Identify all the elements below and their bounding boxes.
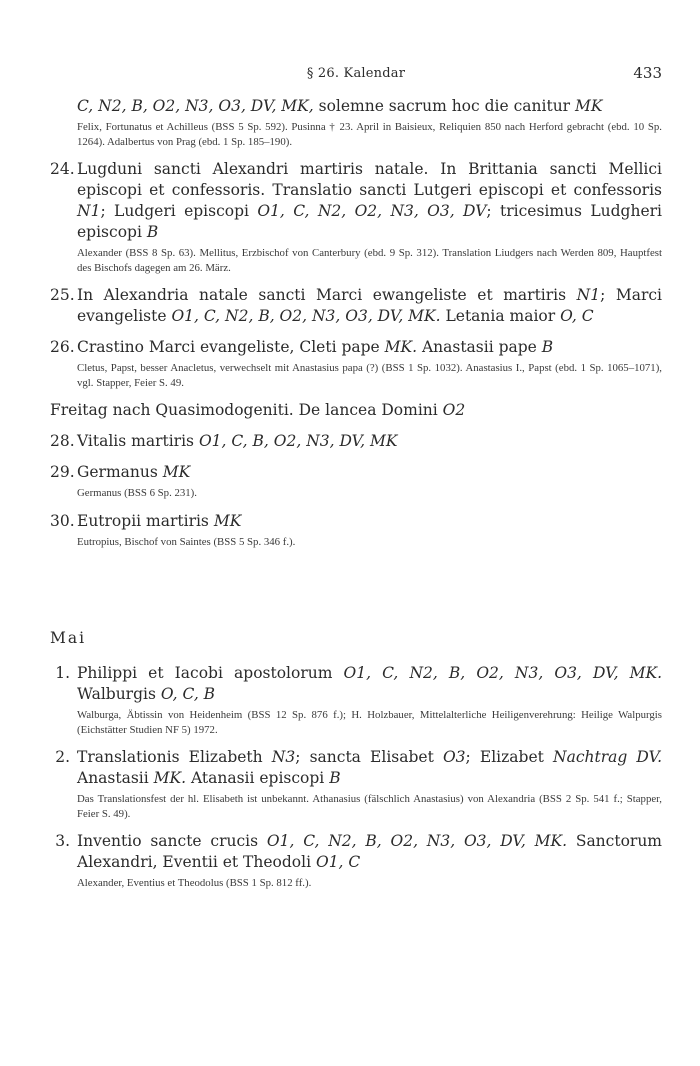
entry-note: Eutropius, Bischof von Saintes (BSS 5 Sp. 346 f.). [77,535,296,548]
entry-number: 29. [50,463,75,481]
entry-sigla: O, C, B [160,685,216,703]
entry-text [77,431,662,452]
calendar-entry [50,337,662,390]
entry-sigla: O1, C [315,853,361,871]
calendar-entry [50,747,662,821]
entry-note: Walburga, Äbtissin von Heidenheim (BSS 12 Sp. 876 f.); H. Holzbauer, Mittelalterliche Heiligenverehrung: Heilige Walpurgis (Eichstätter Studien NF 5) 1972. [77,709,662,736]
entry-number: 1. [55,664,70,682]
entry-sigla: B [541,338,554,356]
entry-sigla: B [146,223,159,241]
entry-text-part: Atanasii episcopi [186,769,330,787]
calendar-entry [50,663,662,737]
entry-sigla: N1 [77,202,101,220]
entry-note: Felix, Fortunatus et Achilleus (BSS 5 Sp. 592). Pusinna † 23. April in Baisieux, Reliquien 850 nach Herford gebracht (ebd. 10 Sp. 1264). Adalbertus von Prag (ebd. 1 Sp. 185–190). [77,121,662,148]
entry-sigla: O1, C, N2, B, O2, N3, O3, DV, MK. [171,307,441,325]
entry-text-part: ; Elizabet [465,748,554,766]
entry-note: Das Translationsfest der hl. Elisabeth ist unbekannt. Athanasius (fälschlich Anastasius) von Alexandria (BSS 2 Sp. 541 f.; Stapper, Feier S. 49). [77,793,662,820]
calendar-entry [50,431,662,452]
entry-text [77,831,662,873]
page-header [50,64,662,84]
entry-number: 2. [55,748,70,766]
entry-note: Germanus (BSS 6 Sp. 231). [77,487,197,499]
entry-text-part: Crastino Marci evangeliste, Cleti pape [77,338,385,356]
entry-text-part: Eutropii martiris [77,511,214,530]
entry-text-part: Anastasii [77,769,154,787]
entry-text-part: ; sancta Elisabet [295,748,443,766]
entry-text [77,159,662,243]
entry-text-part: Sanctorum Alexandri, Eventii et Theodoli [77,832,662,871]
entry-text-part: Inventio sancte crucis [77,832,267,850]
entry-sigla: O, C [560,307,594,325]
entry-sigla: N1 [576,286,601,304]
entry-text [77,747,662,789]
entry-text-part: Anastasii pape [417,338,542,356]
entry-sigla: MK [162,463,191,481]
entry-sigla: O3 [442,748,466,766]
entry-text-part: Vitalis martiris [77,432,199,450]
entry-text-part: ; Marci evangeliste [77,286,663,325]
entry-text-part: Letania maior [440,307,561,325]
entry-text-part: Philippi et Iacobi apostolorum [77,664,344,682]
calendar-entry [50,400,662,421]
entry-number: 24. [50,160,75,178]
entry-text-part: In Alexandria natale sancti Marci ewangeliste et martiris [77,286,577,304]
april-entries [50,96,662,559]
section-heading: Mai [50,629,87,647]
entry-text [77,511,662,532]
entry-text-part: Lugduni sancti Alexandri martiris natale. In Brittania sancti Mellici episcopi et confessoris. Translatio sancti Lutgeri episcopi et confessoris [77,160,662,199]
entry-text [77,462,662,483]
entry-note: Alexander (BSS 8 Sp. 63). Mellitus, Erzbischof von Canterbury (ebd. 9 Sp. 312). Translation Liudgers nach Werden 809, Hauptfest des Bischofs dagegen am 26. März. [77,247,662,274]
entry-sigla: O2 [442,401,466,419]
entry-number: 25. [50,286,75,304]
entry-text-part: ; Ludgeri episcopi [100,202,258,220]
section-spacer [50,559,662,629]
page-number: 433 [633,64,662,82]
entry-text [77,96,662,117]
calendar-entry [50,159,662,275]
entry-sigla: O1, C, N2, B, O2, N3, O3, DV, MK. [266,832,568,850]
entry-text [50,400,662,421]
entry-text-part: solemne sacrum hoc die canitur [313,97,576,115]
calendar-entry [50,511,662,550]
entry-text-part: ; tricesimus Ludgheri episcopi [77,202,663,241]
entry-sigla: O1, C, B, O2, N3, DV, MK [198,432,398,450]
entry-sigla: MK. [153,769,187,787]
entry-note: Cletus, Papst, besser Anacletus, verwechselt mit Anastasius papa (?) (BSS 1 Sp. 1032). Anastasius I., Papst (ebd. 1 Sp. 1065–1071), vgl. Stapper, Feier S. 49. [77,362,662,389]
entry-text [77,663,662,705]
entry-number: 30. [50,511,75,530]
entry-number: 3. [55,832,70,850]
entry-text-part: Freitag nach Quasimodogeniti. De lancea Domini [50,401,443,419]
entry-sigla: B [329,769,341,787]
entry-sigla: MK. [384,338,418,356]
calendar-entry [50,96,662,149]
entry-number: 28. [50,432,75,450]
entry-text [77,285,662,327]
entry-sigla: Nachtrag DV. [553,748,662,766]
calendar-entry [50,462,662,501]
entry-number: 26. [50,338,75,356]
entry-sigla: O1, C, N2, O2, N3, O3, DV [257,202,487,220]
entry-text [77,337,662,358]
entry-sigla: N3 [271,748,296,766]
entry-sigla: MK [213,511,242,530]
entry-sigla: C, N2, B, O2, N3, O3, DV, MK, [77,97,314,115]
entry-text-part: Germanus [77,463,163,481]
page-body [50,96,662,901]
calendar-entry [50,831,662,891]
entry-note: Alexander, Eventius et Theodolus (BSS 1 Sp. 812 ff.). [77,877,312,889]
mai-entries [50,663,662,901]
entry-text-part: Translationis Elizabeth [77,748,272,766]
calendar-entry [50,285,662,327]
entry-text-part: Walburgis [77,685,161,703]
entry-sigla: MK [575,97,603,115]
entry-sigla: O1, C, N2, B, O2, N3, O3, DV, MK. [343,664,662,682]
running-head: § 26. Kalendar [306,66,406,81]
